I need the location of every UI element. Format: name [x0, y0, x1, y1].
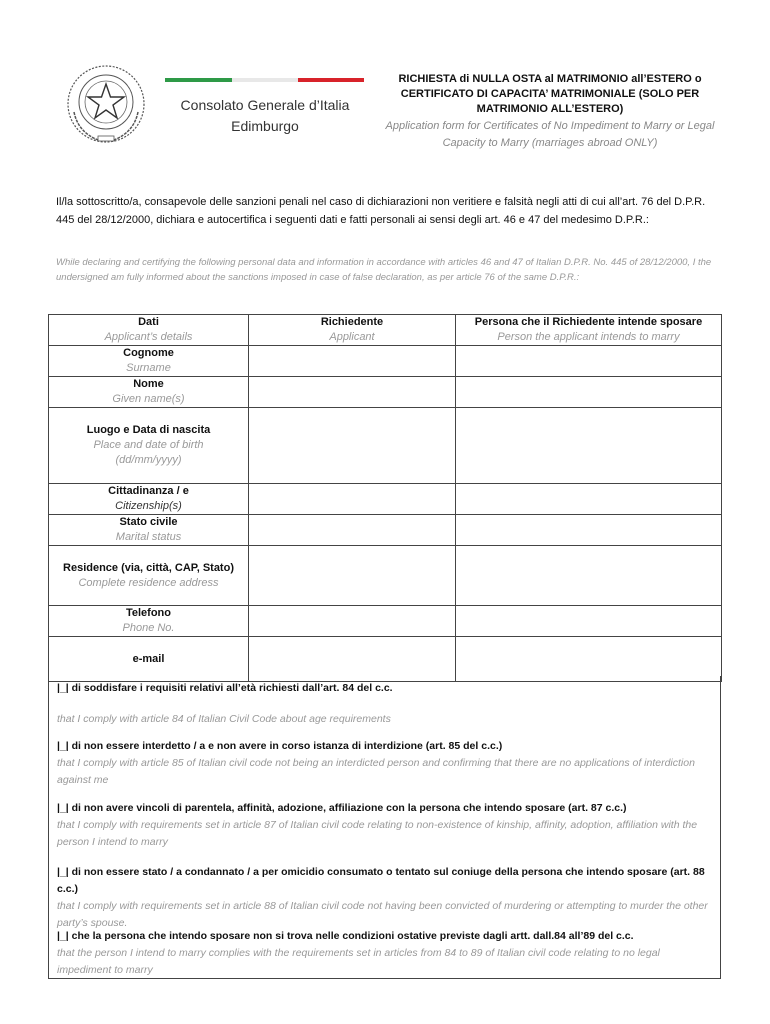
table-row [49, 515, 722, 546]
form-title: RICHIESTA di NULLA OSTA al MATRIMONIO all’ESTERO o CERTIFICATO DI CAPACITA’ MATRIMONIALE (SOLO PER MATRIMONIO ALL’ESTERO) [398, 73, 702, 115]
row-label: Luogo e Data di nascita [86, 424, 211, 436]
form-subtitle: Application form for Certificates of No Impediment to Marry or Legal Capacity to Marry (marriages abroad ONLY) [385, 120, 715, 149]
row-label-cell [49, 484, 249, 515]
table-header-row [49, 315, 722, 346]
header-label-en: Person the applicant intends to marry [497, 331, 680, 343]
row-label: Nome [133, 378, 164, 390]
intro-italian: Il/la sottoscritto/a, consapevole delle sanzioni penali nel caso di dichiarazioni non veritiere e falsità negli atti di cui all’art. 76 del D.P.R. 445 del 28/12/2000, dichiara e autocertifica i seguenti dati e fatti personali ai sensi degli art. 46 e 47 del medesimo D.P.R.: [56, 196, 706, 226]
partner-surname-field[interactable] [456, 346, 722, 377]
declaration-text-en: that I comply with requirements set in article 88 of Italian civil code not having been convicted of murdering or attempting to murder the other party’s spouse. [57, 900, 708, 929]
header-label-en: Applicant [329, 331, 375, 343]
row-label: Residence (via, città, CAP, Stato) [63, 561, 234, 574]
row-label-en: Phone No. [122, 622, 175, 634]
declaration-text: |_| di non essere stato / a condannato / a per omicidio consumato o tentato sul coniuge della persona che intendo sposare (art. 88 c.c.) [57, 866, 705, 895]
table-row [49, 606, 722, 637]
header-cell [49, 315, 249, 346]
declaration-text-en: that I comply with article 85 of Italian civil code not being an interdicted person and confirming that there are no applications of interdiction against me [57, 757, 695, 786]
row-label-cell [49, 346, 249, 377]
table-row [49, 377, 722, 408]
row-label-en: Marital status [115, 531, 182, 543]
header-label-en: Applicant’s details [104, 331, 193, 343]
applicant-phone-field[interactable] [249, 606, 456, 637]
flag-green-line [165, 78, 232, 82]
partner-marital-field[interactable] [456, 515, 722, 546]
row-label-en: Given name(s) [112, 393, 185, 405]
applicant-email-field[interactable] [249, 637, 456, 682]
row-label: Stato civile [119, 516, 178, 528]
table-row [49, 408, 722, 484]
intro-english: While declaring and certifying the following personal data and information in accordance with articles 46 and 47 of Italian D.P.R. No. 445 of 28/12/2000, I the undersigned am fully informed about the sanctions imposed in case of false declaration, as per article 76 of the same D.P.R.: [56, 257, 712, 283]
table-row [49, 346, 722, 377]
partner-residence-field[interactable] [456, 546, 722, 606]
declaration-item[interactable] [57, 800, 717, 851]
declaration-text-en: that I comply with article 84 of Italian Civil Code about age requirements [57, 713, 391, 725]
declarations-box [48, 676, 721, 979]
italian-republic-emblem-icon [64, 62, 148, 146]
row-label-en: Complete residence address [78, 576, 219, 589]
flag-red-line [298, 78, 364, 82]
flag-white-line [232, 78, 298, 82]
applicant-residence-field[interactable] [249, 546, 456, 606]
personal-data-table [48, 314, 722, 682]
row-label-cell [49, 546, 249, 606]
declaration-text: |_| di soddisfare i requisiti relativi all’età richiesti dall’art. 84 del c.c. [57, 682, 393, 694]
declaration-item[interactable] [57, 928, 717, 979]
partner-birth-field[interactable] [456, 408, 722, 484]
declaration-item[interactable] [57, 680, 717, 728]
row-label-cell [49, 606, 249, 637]
declaration-text: |_| che la persona che intendo sposare non si trova nelle condizioni ostative previste dagli artt. dall.84 all’89 del c.c. [57, 930, 634, 942]
header-cell [456, 315, 722, 346]
declaration-text-en: that I comply with requirements set in article 87 of Italian civil code relating to non-existence of kinship, affinity, adoption, affiliation with the person I intend to marry [57, 819, 698, 848]
row-label-cell [49, 377, 249, 408]
partner-name-field[interactable] [456, 377, 722, 408]
applicant-citizenship-field[interactable] [249, 484, 456, 515]
declaration-text: |_| di non essere interdetto / a e non avere in corso istanza di interdizione (art. 85 del c.c.) [57, 740, 503, 752]
row-label-en: Surname [126, 362, 171, 374]
table-row [49, 546, 722, 606]
header-label: Dati [138, 316, 159, 328]
header-cell [249, 315, 456, 346]
applicant-name-field[interactable] [249, 377, 456, 408]
row-label-en-format: (dd/mm/yyyy) [115, 454, 182, 466]
row-label: Cittadinanza / e [108, 485, 189, 497]
row-label: Telefono [125, 607, 171, 619]
row-label-en: Citizenship(s) [115, 500, 182, 512]
partner-citizenship-field[interactable] [456, 484, 722, 515]
table-row [49, 637, 722, 682]
declaration-text: |_| di non avere vincoli di parentela, affinità, adozione, affiliazione con la persona che intendo sposare (art. 87 c.c.) [57, 802, 627, 814]
row-label-en: Place and date of birth [93, 439, 204, 451]
header-label: Richiedente [320, 316, 384, 328]
applicant-surname-field[interactable] [249, 346, 456, 377]
row-label: e-mail [132, 652, 165, 665]
header-label: Persona che il Richiedente intende sposare [474, 316, 703, 328]
row-label: Cognome [123, 347, 174, 359]
declaration-text-en: that the person I intend to marry complies with the requirements set in articles from 84 to 89 of Italian civil code relating to no legal impediment to marry [57, 947, 660, 976]
partner-email-field[interactable] [456, 637, 722, 682]
declaration-item[interactable] [57, 864, 717, 932]
row-label-cell [49, 637, 249, 682]
applicant-birth-field[interactable] [249, 408, 456, 484]
applicant-marital-field[interactable] [249, 515, 456, 546]
declaration-item[interactable] [57, 738, 717, 789]
row-label-cell [49, 408, 249, 484]
row-label-cell [49, 515, 249, 546]
partner-phone-field[interactable] [456, 606, 722, 637]
consulate-city: Edimburgo [231, 118, 299, 134]
table-row [49, 484, 722, 515]
consulate-name: Consolato Generale d’Italia [180, 97, 350, 113]
